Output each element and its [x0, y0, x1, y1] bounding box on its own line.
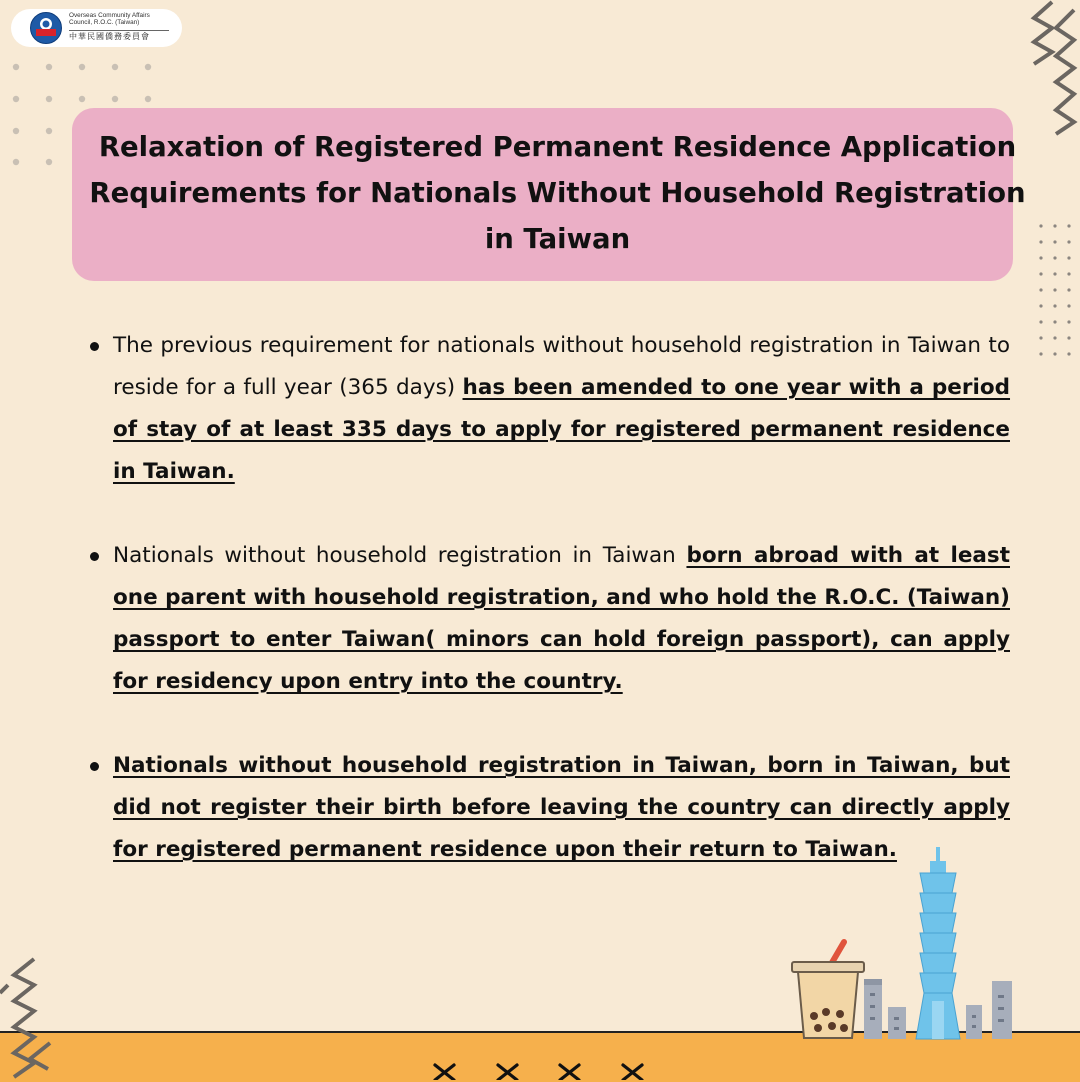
logo-text [69, 13, 169, 41]
logo-english-line-2: Council, R.O.C. (Taiwan) [69, 19, 140, 27]
requirements-list [113, 325, 1010, 913]
bullet-highlight: Nationals without household registration in Taiwan, born in Taiwan, but did not register their birth before leaving the country can directly apply for registered permanent residence upon their return to Taiwan. [113, 753, 1010, 862]
list-item [113, 325, 1010, 493]
bubble-tea-icon [790, 938, 866, 1040]
logo-badge [11, 9, 182, 47]
x-marks-icon [425, 1060, 665, 1080]
page-title: Relaxation of Registered Permanent Residence Application Requirements for Nationals Without Household Registration in Taiwan [89, 131, 1026, 255]
bullet-highlight: has been amended to one year with a period of stay of at least 335 days to apply for registered permanent residence in Taiwan. [113, 375, 1011, 484]
zigzag-top-right-icon [1012, 0, 1080, 140]
logo-chinese-line: 中華民國僑務委員會 [69, 31, 150, 41]
taipei-101-skyline-icon [860, 845, 1020, 1040]
bullet-highlight: born abroad with at least one parent with household registration, and who hold the R.O.C. (Taiwan) passport to enter Taiwan( minors can hold foreign passport), can apply for residency upon entry into the country. [113, 543, 1010, 694]
bullet-text: Nationals without household registration in Taiwan [113, 543, 687, 568]
logo-divider [69, 30, 169, 31]
zigzag-bottom-left-icon [0, 955, 60, 1080]
bullet-text: The previous requirement for nationals without household registration in Taiwan to reside for a full year (365 days) [113, 333, 1010, 400]
logo-english-line-1: Overseas Community Affairs [69, 12, 150, 19]
list-item [113, 535, 1010, 703]
emblem-icon [30, 12, 62, 44]
